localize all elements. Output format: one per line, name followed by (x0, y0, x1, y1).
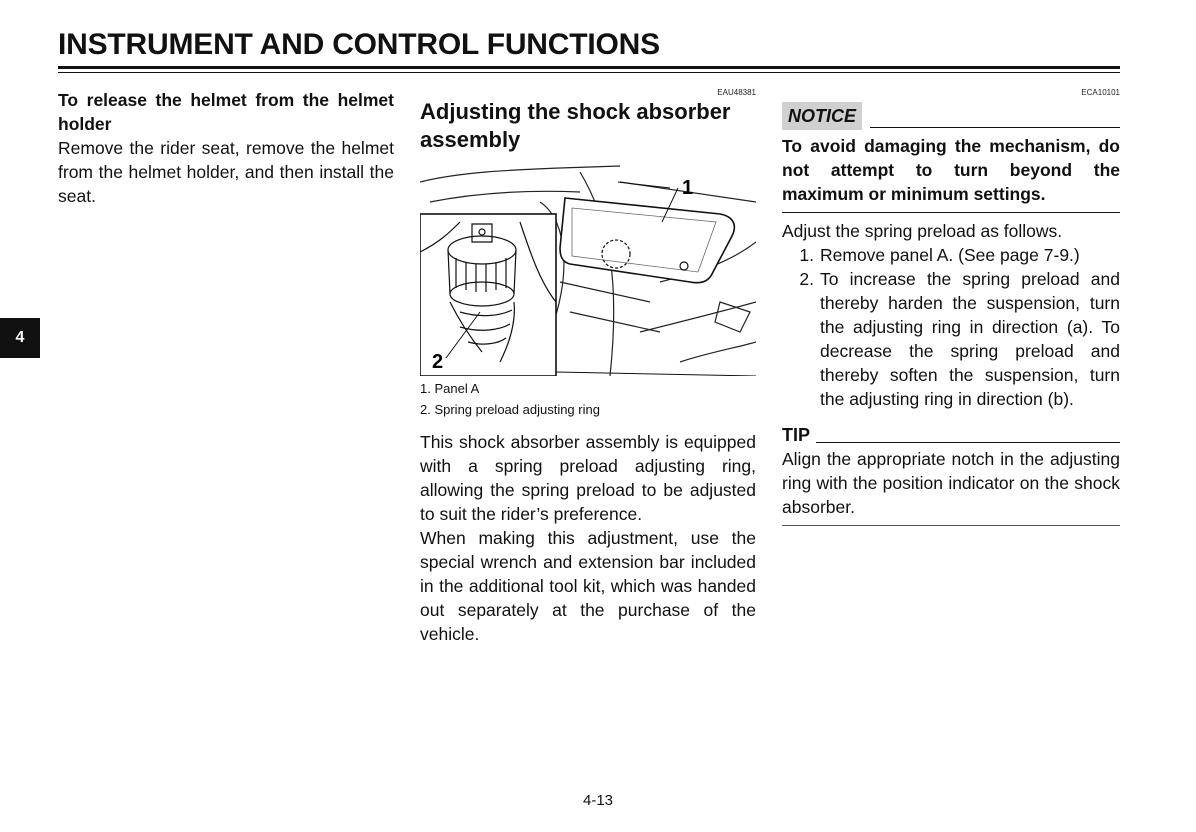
notice-header (782, 102, 1120, 130)
step-text: To increase the spring preload and thereby harden the suspension, turn the adjusting ring in direction (a). To decrease the spring preload and thereby soften the suspension, turn the adjusting ring in direction (b). (820, 269, 1120, 409)
shock-absorber-illustration (420, 162, 756, 376)
caption-panel-a: 1. Panel A (420, 381, 480, 396)
figure-captions (420, 378, 756, 420)
step-text: Remove panel A. (See page 7-9.) (820, 245, 1080, 265)
preload-steps (782, 243, 1120, 411)
caption-spring-ring: 2. Spring preload adjusting ring (420, 402, 600, 417)
callout-2: 2 (432, 351, 444, 373)
notice-label: NOTICE (782, 102, 862, 130)
column-left (58, 88, 394, 208)
step-number: 2. (799, 269, 814, 289)
tip-bottom-rule (782, 525, 1120, 526)
list-item (782, 267, 1120, 411)
preload-intro: Adjust the spring preload as follows. (782, 221, 1063, 241)
tip-rule (816, 442, 1120, 443)
tip-header (782, 423, 1120, 447)
tip-label: TIP (782, 425, 811, 445)
column-right (782, 88, 1120, 532)
callout-1: 1 (682, 177, 694, 199)
header-rule-thick (58, 66, 1120, 69)
helmet-release-subheading: To release the helmet from the helmet holder (58, 90, 394, 134)
tip-text: Align the appropriate notch in the adjusting ring with the position indicator on the shock absorber. (782, 449, 1120, 517)
chapter-tab: 4 (0, 318, 40, 358)
shock-paragraph-1: This shock absorber assembly is equipped with a spring preload adjusting ring, allowing the spring preload to be adjusted to suit the rider’s preference. (420, 432, 756, 524)
page-title: INSTRUMENT AND CONTROL FUNCTIONS (58, 28, 660, 61)
column-middle (420, 88, 756, 646)
helmet-release-body: Remove the rider seat, remove the helmet from the helmet holder, and then install the seat. (58, 138, 394, 206)
step-number: 1. (799, 245, 814, 265)
list-item (782, 243, 1120, 267)
header-rule-thin (58, 72, 1120, 73)
notice-bottom-rule (782, 212, 1120, 213)
shock-paragraph-2: When making this adjustment, use the special wrench and extension bar included in the additional tool kit, which was handed out separately at the purchase of the vehicle. (420, 528, 756, 644)
notice-rule (870, 127, 1120, 128)
notice-text: To avoid damaging the mechanism, do not attempt to turn beyond the maximum or minimum settings. (782, 136, 1120, 204)
section-code: EAU48381 (717, 88, 756, 97)
notice-code: ECA10101 (1081, 88, 1120, 97)
page-number: 4-13 (582, 792, 614, 809)
section-title: Adjusting the shock absorber assembly (420, 99, 731, 152)
